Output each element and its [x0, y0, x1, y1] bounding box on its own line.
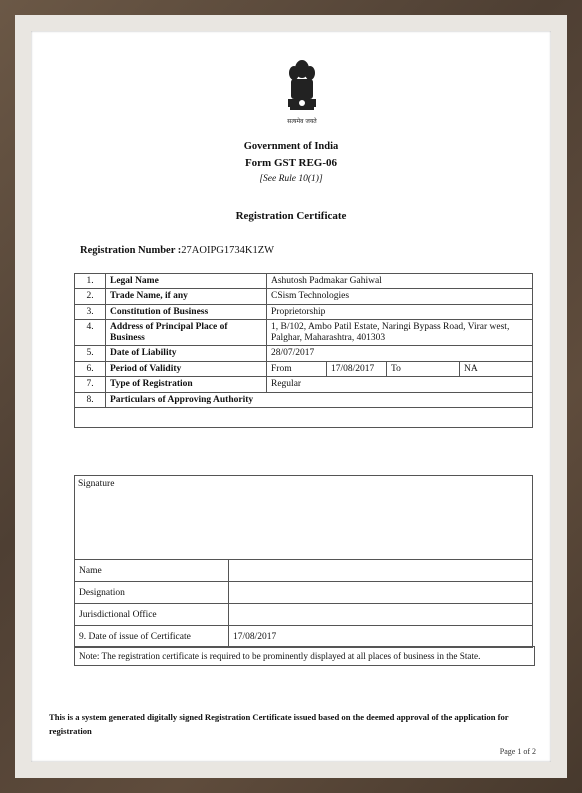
row-value: CSism Technologies — [267, 289, 533, 304]
row-number: 7. — [75, 377, 106, 392]
page-number: Page 1 of 2 — [499, 747, 536, 756]
row-label: Legal Name — [106, 274, 267, 289]
signatory-label: 9. Date of issue of Certificate — [75, 626, 229, 648]
system-generated-footer: This is a system generated digitally signed Registration Certificate issued based on the deemed approval of the application for registration — [49, 712, 509, 736]
details-table — [74, 273, 533, 428]
signatory-label: Name — [75, 560, 229, 582]
table-row — [75, 604, 533, 626]
table-row — [75, 304, 533, 319]
display-note: Note: The registration certificate is required to be prominently displayed at all places of business in the State. — [74, 646, 535, 666]
validity-to-value: NA — [460, 361, 533, 376]
table-row — [75, 626, 533, 648]
form-name: Form GST REG-06 — [244, 157, 338, 169]
table-row — [75, 346, 533, 361]
national-emblem — [282, 57, 322, 139]
certificate-title: Registration Certificate — [235, 210, 347, 222]
signatory-value: 17/08/2017 — [229, 626, 533, 648]
signature-label: Signature — [78, 479, 115, 489]
signatory-label: Designation — [75, 582, 229, 604]
row-value: Regular — [267, 377, 533, 392]
row-value: 28/07/2017 — [267, 346, 533, 361]
row-label: Address of Principal Place of Business — [106, 320, 267, 346]
table-row — [75, 361, 533, 376]
table-row — [75, 407, 533, 427]
blank-row — [75, 407, 533, 427]
row-value: Ashutosh Padmakar Gahiwal — [267, 274, 533, 289]
row-label: Constitution of Business — [106, 304, 267, 319]
table-row — [75, 320, 533, 346]
registration-value: 27AOIPG1734K1ZW — [181, 245, 275, 256]
validity-from-label: From — [267, 361, 327, 376]
table-row — [75, 377, 533, 392]
rule-ref: [See Rule 10(1)] — [259, 174, 323, 184]
validity-to-label: To — [387, 361, 460, 376]
table-row — [75, 274, 533, 289]
row-number: 1. — [75, 274, 106, 289]
table-row — [75, 289, 533, 304]
row-number: 8. — [75, 392, 106, 407]
row-label: Period of Validity — [106, 361, 267, 376]
signatory-value — [229, 560, 533, 582]
row-label: Type of Registration — [106, 377, 267, 392]
row-label: Particulars of Approving Authority — [106, 392, 533, 407]
row-number: 3. — [75, 304, 106, 319]
emblem-caption: सत्यमेव जयते — [287, 118, 317, 125]
row-number: 2. — [75, 289, 106, 304]
signatory-value — [229, 604, 533, 626]
validity-from-value: 17/08/2017 — [327, 361, 387, 376]
table-row — [75, 392, 533, 407]
row-number: 4. — [75, 320, 106, 346]
registration-label: Registration Number : — [80, 245, 182, 256]
row-number: 5. — [75, 346, 106, 361]
row-label: Trade Name, if any — [106, 289, 267, 304]
registration-number — [80, 245, 274, 256]
certificate-page — [31, 31, 551, 762]
signature-box — [74, 475, 533, 560]
row-number: 6. — [75, 361, 106, 376]
table-row — [75, 582, 533, 604]
signatory-label: Jurisdictional Office — [75, 604, 229, 626]
signatory-table — [74, 559, 533, 648]
row-value: 1, B/102, Ambo Patil Estate, Naringi Bypass Road, Virar west, Palghar, Maharashtra, 401303 — [267, 320, 533, 346]
row-label: Date of Liability — [106, 346, 267, 361]
govt-line: Government of India — [243, 141, 339, 152]
signatory-value — [229, 582, 533, 604]
table-row — [75, 560, 533, 582]
row-value: Proprietorship — [267, 304, 533, 319]
